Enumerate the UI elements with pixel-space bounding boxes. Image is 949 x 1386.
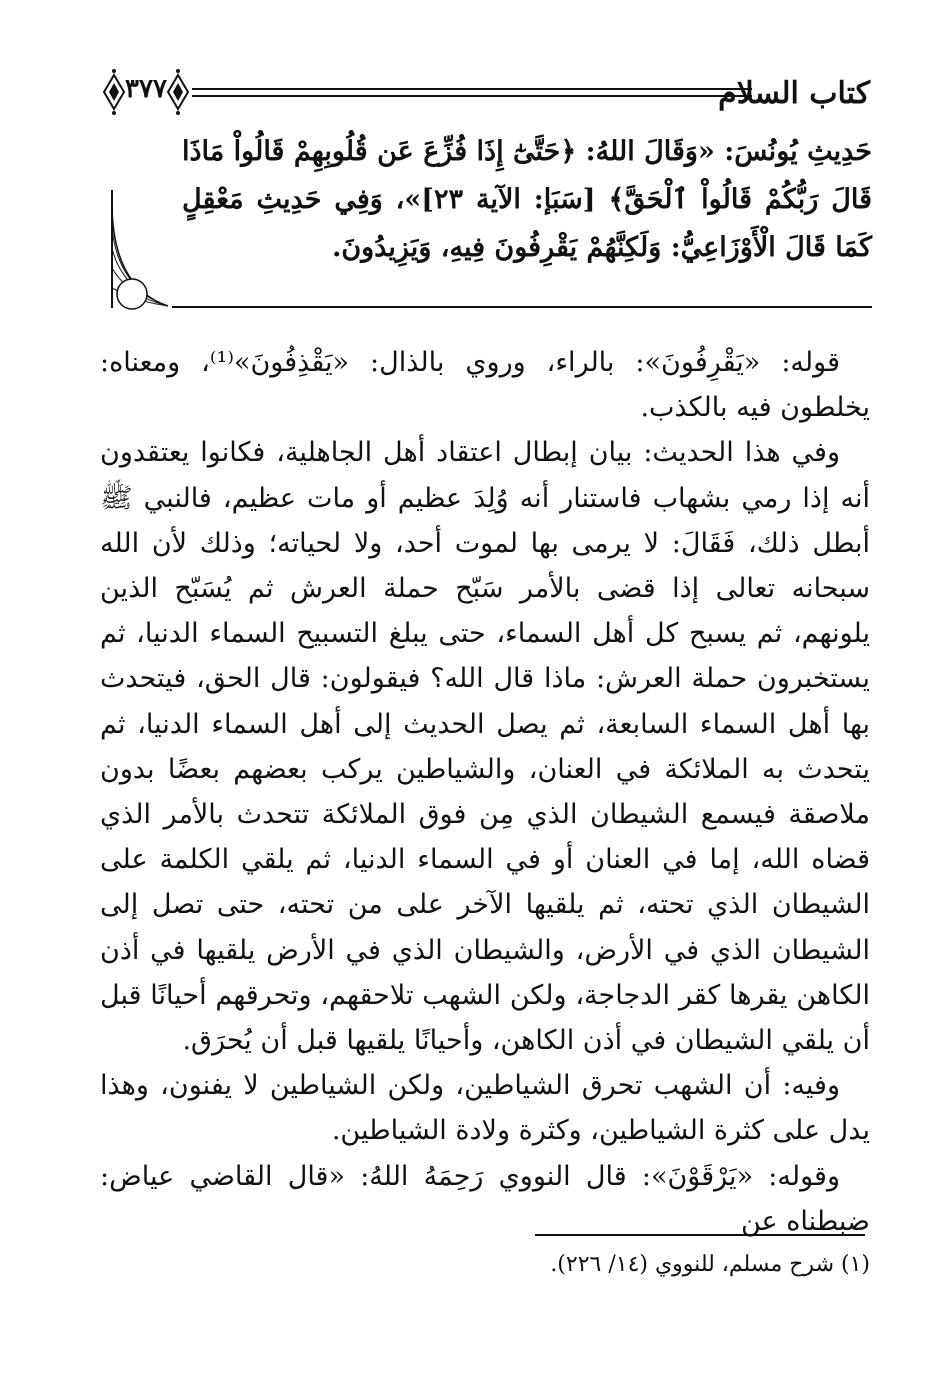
chapter-title: كتاب السلام bbox=[718, 76, 870, 111]
page-number-frame bbox=[100, 67, 192, 117]
page-header bbox=[100, 62, 870, 122]
paragraph: وقوله: «يَرْقَوْنَ»: قال النووي رَحِمَهُ اللهُ: «قال القاضي عياض: ضبطناه عن bbox=[100, 1160, 870, 1237]
footnote: (١) شرح مسلم، للنووي (١٤/ ٢٢٦). bbox=[550, 1252, 870, 1277]
header-rule-double bbox=[192, 95, 752, 97]
paragraph: وفيه: أن الشهب تحرق الشياطين، ولكن الشياطين لا يفنون، وهذا يدل على كثرة الشياطين، وكثرة ولادة الشياطين. bbox=[100, 1070, 870, 1147]
corner-ornament bbox=[110, 188, 170, 318]
hadith-underline bbox=[172, 306, 872, 308]
paragraph: قوله: «يَقْرِفُونَ»: بالراء، وروي بالذال: «يَقْذِفُونَ»⁽¹⁾، ومعناه: يخلطون فيه بالكذب. bbox=[100, 347, 870, 424]
hadith-text: حَدِيثِ يُونُسَ: «وَقَالَ اللهُ: ﴿حَتَّىٰٓ إِذَا فُزِّعَ عَن قُلُوبِهِمْ قَالُواْ مَاذَا قَالَ رَبُّكُمْ قَالُواْ ٱلْحَقَّ﴾ [سَبَإ: الآية ٢٣]»، وَفِي حَدِيثِ مَعْقِلٍ كَمَا قَالَ الْأَوْزَاعِيُّ: وَلَكِنَّهُمْ يَقْرِفُونَ فِيهِ، وَيَزِيدُونَ. bbox=[182, 136, 872, 263]
paragraph: وفي هذا الحديث: بيان إبطال اعتقاد أهل الجاهلية، فكانوا يعتقدون أنه إذا رمي بشهاب فاستنار أنه وُلِدَ عظيم أو مات عظيم، فالنبي ﷺ أبطل ذلك، فَقَالَ: لا يرمى بها لموت أحد، ولا لحياته؛ وذلك لأن الله سبحانه تعالى إذا قضى بالأمر سَبّح حملة العرش ثم يُسَبّح الذين يلونهم، ثم يسبح كل أهل السماء، حتى يبلغ التسبيح السماء الدنيا، ثم يستخبرون حملة العرش: ماذا قال الله؟ فيقولون: قال الحق، فيتحدث بها أهل السماء السابعة، ثم يصل الحديث إلى أهل السماء الدنيا، ثم يتحدث به الملائكة في العنان، والشياطين يركب بعضهم بعضًا بدون ملاصقة فيسمع الشيطان الذي مِن فوق الملائكة تتحدث بالأمر الذي قضاه الله، إما في العنان أو في السماء الدنيا، ثم يلقي الكلمة على الشيطان الذي تحته، ثم يلقيها الآخر على من تحته، حتى تصل إلى الشيطان الذي في الأرض، والشيطان الذي في الأرض يلقيها في أذن الكاهن يقرها كقر الدجاجة، ولكن الشهب تلاحقهم، وتحرقهم أحيانًا قبل أن يلقي الشيطان في أذن الكاهن، وأحيانًا يلقيها قبل أن يُحرَق. bbox=[100, 437, 870, 1057]
commentary-body bbox=[100, 340, 870, 1244]
footnote-separator bbox=[535, 1234, 865, 1236]
header-rule bbox=[192, 88, 752, 90]
page-number: ٣٧٧ bbox=[125, 74, 167, 104]
hadith-block bbox=[110, 128, 872, 318]
